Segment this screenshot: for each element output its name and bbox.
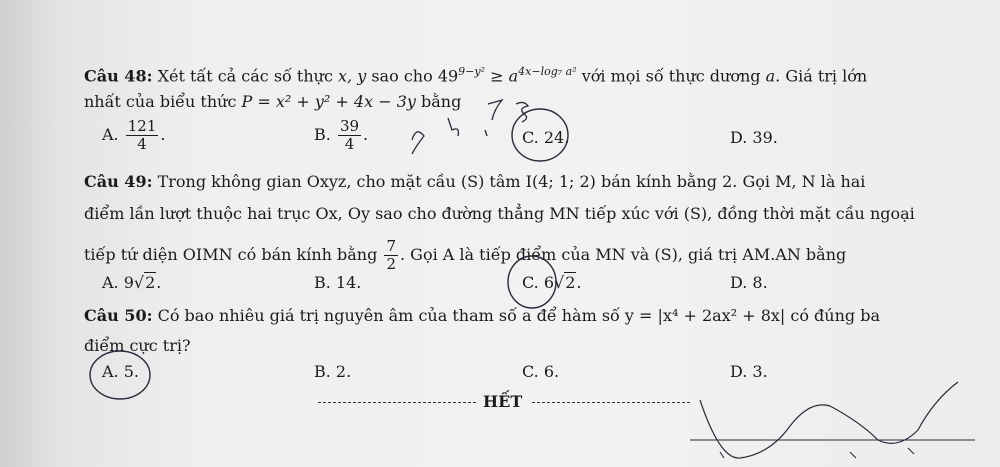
- q48-option-a-num: 121: [127, 117, 157, 135]
- q48-option-c: C. 24.: [522, 128, 570, 147]
- q48-option-a-fraction: [126, 118, 159, 153]
- q48-line-2: [84, 92, 461, 112]
- q50-option-a: A. 5.: [102, 362, 139, 381]
- q50-option-c: C. 6.: [522, 362, 560, 381]
- end-text: HẾT: [483, 392, 523, 411]
- q49-frac-num: 7: [386, 237, 396, 255]
- q49-option-a-end: .: [156, 273, 162, 292]
- scribble-7: [488, 100, 502, 120]
- q49-line1-text: Trong không gian Oxyz, cho mặt cầu (S) tâm I(4; 1; 2) bán kính bằng 2. Gọi M, N là hai: [157, 172, 866, 191]
- end-marker: [318, 390, 690, 414]
- q48-ineq-sign: ≥: [490, 66, 504, 86]
- q48-text-f: . Giá trị lớn: [775, 66, 868, 86]
- q48-ineq-exp2: 4x−log₇ a²: [518, 65, 577, 78]
- scribble-5b: [516, 102, 528, 122]
- q49-line-3: [84, 238, 846, 273]
- q49-option-d: D. 8.: [730, 273, 768, 292]
- scribble-2: [412, 132, 424, 154]
- graph-sketch-ticks: [720, 448, 914, 458]
- q48-option-a-label: A.: [102, 125, 119, 144]
- scribble-comma: [485, 130, 487, 136]
- q49-fraction: [384, 238, 398, 273]
- q48-var-a: a: [765, 66, 776, 86]
- q48-option-a-den: 4: [137, 135, 147, 153]
- scribble-5: [448, 118, 458, 136]
- q48-line2-tail: bằng: [421, 92, 462, 111]
- q48-option-b-label: B.: [314, 125, 331, 144]
- q49-option-c-coef: C. 6: [522, 273, 555, 292]
- q50-label: Câu 50:: [84, 306, 153, 325]
- q48-option-b-den: 4: [344, 135, 355, 153]
- q48-text-c: sao cho: [371, 66, 433, 86]
- q48-expression: P = x² + y² + 4x − 3y: [241, 92, 416, 111]
- q48-line-1: [84, 62, 867, 86]
- q49-line-1: [84, 172, 865, 192]
- q48-option-b-num: 39: [339, 117, 360, 135]
- q49-option-c-radicand: 2: [565, 273, 576, 292]
- q48-option-d: D. 39.: [730, 128, 778, 147]
- q49-option-c-end: .: [576, 273, 582, 292]
- graph-sketch-curve: [700, 382, 958, 458]
- q48-ineq-exp1: 9−y²: [458, 65, 486, 78]
- q50-line1-text: Có bao nhiêu giá trị nguyên âm của tham số a để hàm số y = |x⁴ + 2ax² + 8x| có đúng ba: [157, 306, 881, 325]
- q49-option-c: C. 6√2.: [522, 273, 582, 292]
- q49-line-2: điểm lần lượt thuộc hai trục Ox, Oy sao cho đường thẳng MN tiếp xúc với (S), đồng thời mặt cầu ngoại: [84, 204, 915, 223]
- q49-frac-den: 2: [386, 255, 396, 273]
- q50-option-b: B. 2.: [314, 362, 352, 381]
- end-dash-left: [318, 402, 476, 403]
- q49-option-a-radicand: 2: [145, 273, 156, 292]
- q50-line-1: [84, 306, 880, 326]
- q49-line3-text: tiếp tứ diện OIMN có bán kính bằng: [84, 245, 378, 264]
- q48-ineq-a: a: [508, 66, 519, 86]
- q48-text-d: với mọi số thực dương: [581, 66, 761, 86]
- q48-option-b-fraction: [338, 118, 361, 153]
- q50-option-d: D. 3.: [730, 362, 768, 381]
- q48-text-a: Xét tất cả các số thực: [157, 66, 333, 86]
- q49-option-a: A. 9√2.: [102, 273, 162, 292]
- q49-line3-tail: . Gọi A là tiếp điểm của MN và (S), giá trị AM.AN bằng: [400, 245, 847, 264]
- q48-option-a: A. $\frac{121}{4}$ .: [102, 117, 166, 153]
- q48-line2-text: nhất của biểu thức: [84, 92, 237, 111]
- q48-ineq-base: 49: [437, 66, 459, 86]
- end-dash-right: [532, 402, 690, 403]
- q49-label: Câu 49:: [84, 172, 153, 191]
- q50-line-2: điểm cực trị?: [84, 336, 191, 355]
- q49-option-a-coef: A. 9: [102, 273, 134, 292]
- q48-vars: x, y: [338, 66, 367, 86]
- q49-option-b: B. 14.: [314, 273, 362, 292]
- q48-option-b: B. $\frac{39}{4}$ .: [314, 117, 369, 153]
- q48-label: Câu 48:: [84, 66, 153, 86]
